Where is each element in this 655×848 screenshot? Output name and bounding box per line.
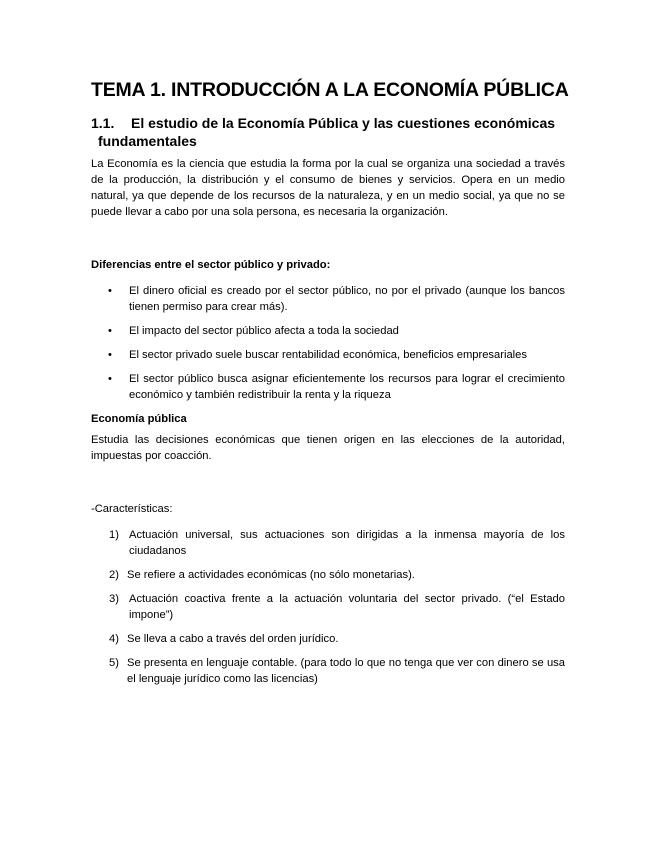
- bullet-icon: •: [108, 325, 112, 337]
- list-item: [91, 347, 565, 363]
- section-title-line1: El estudio de la Economía Pública y las cuestiones económicas: [131, 115, 556, 131]
- differences-list: [91, 283, 565, 403]
- list-item: [91, 591, 565, 623]
- list-item-text: El dinero oficial es creado por el sector público, no por el privado (aunque los bancos tienen permiso para crear más).: [129, 285, 565, 313]
- list-item-number: 4): [109, 633, 119, 645]
- list-item-text: El sector privado suele buscar rentabilidad económica, beneficios empresariales: [129, 349, 527, 361]
- list-item-number: 1): [109, 529, 119, 541]
- list-item-number: 5): [109, 657, 119, 669]
- section-title-line2: fundamentales: [98, 133, 197, 149]
- list-item-number: 3): [109, 593, 119, 605]
- characteristics-list: [91, 527, 565, 687]
- list-item-text: Se presenta en lenguaje contable. (para todo lo que no tenga que ver con dinero se usa el lenguaje jurídico como las licencias): [127, 657, 565, 685]
- section-heading-continued: [91, 132, 565, 150]
- list-item-text: El impacto del sector público afecta a toda la sociedad: [129, 325, 399, 337]
- list-item: [91, 371, 565, 403]
- list-item: [91, 655, 565, 687]
- characteristics-heading: -Características:: [91, 503, 173, 515]
- intro-paragraph: La Economía es la ciencia que estudia la forma por la cual se organiza una sociedad a través de la producción, la distribución y el consumo de bienes y servicios. Opera en un medio natural, ya que depende de los recursos de la naturaleza, y en un medio social, ya que no se puede llevar a cabo por una sola persona, es necesaria la organización.: [91, 158, 565, 218]
- section-number: 1.1.: [91, 115, 115, 131]
- page-title: TEMA 1. INTRODUCCIÓN A LA ECONOMÍA PÚBLICA: [91, 79, 569, 101]
- document-page: [91, 76, 569, 695]
- section-title: [131, 114, 565, 132]
- list-item: [91, 527, 565, 559]
- list-item-text: Actuación coactiva frente a la actuación voluntaria del sector privado. (“el Estado impone”): [129, 593, 565, 621]
- list-item-text: Actuación universal, sus actuaciones son dirigidas a la inmensa mayoría de los ciudadanos: [129, 529, 565, 557]
- section-heading: [91, 114, 565, 132]
- bullet-icon: •: [108, 349, 112, 361]
- list-item-number: 2): [109, 569, 119, 581]
- bullet-icon: •: [108, 285, 112, 297]
- list-item-text: El sector público busca asignar eficientemente los recursos para lograr el crecimiento económico y también redistribuir la renta y la riqueza: [129, 373, 565, 401]
- list-item-text: Se lleva a cabo a través del orden jurídico.: [127, 633, 339, 645]
- list-item: [91, 283, 565, 315]
- list-item: [91, 567, 565, 583]
- list-item: [91, 631, 565, 647]
- bullet-icon: •: [108, 373, 112, 385]
- list-item-text: Se refiere a actividades económicas (no sólo monetarias).: [127, 569, 415, 581]
- public-economy-heading: Economía pública: [91, 413, 187, 425]
- public-economy-text: Estudia las decisiones económicas que tienen origen en las elecciones de la autoridad, impuestas por coacción.: [91, 434, 565, 462]
- list-item: [91, 323, 565, 339]
- differences-heading: Diferencias entre el sector público y privado:: [91, 259, 331, 271]
